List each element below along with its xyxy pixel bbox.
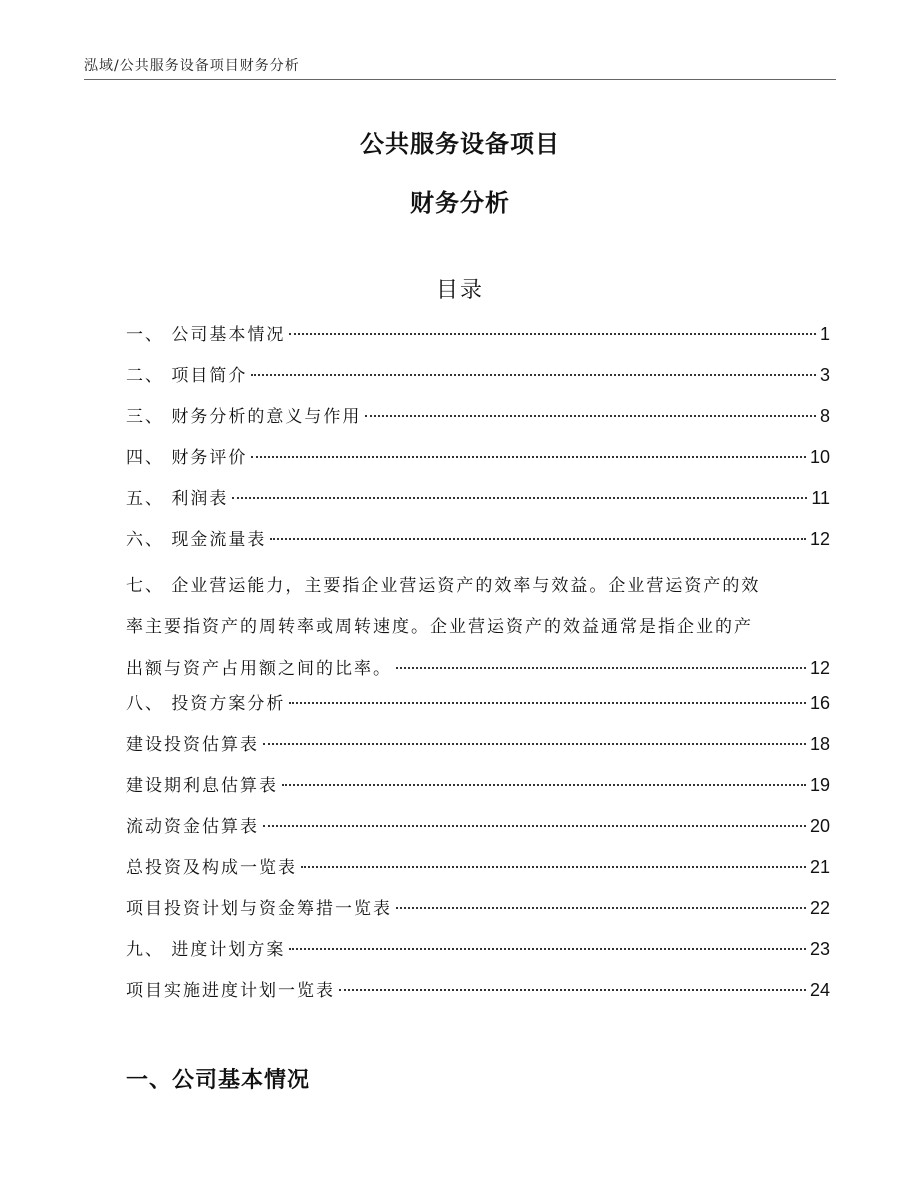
toc-entry[interactable]: [126, 361, 830, 402]
toc-entry[interactable]: [126, 443, 830, 484]
toc-entry-label: 建设期利息估算表: [126, 776, 278, 796]
toc-leader-dots: [289, 702, 806, 704]
toc-leader-dots: [396, 667, 806, 669]
toc-entry[interactable]: [126, 525, 830, 566]
toc-entry-page: 20: [809, 816, 830, 836]
toc-leader-dots: [270, 538, 806, 540]
toc-entry-label: 建设投资估算表: [126, 735, 259, 755]
toc-entry-page: 22: [809, 898, 830, 918]
toc-entry-page: 10: [809, 447, 830, 467]
toc-entry[interactable]: [126, 730, 830, 771]
toc-entry[interactable]: [126, 689, 830, 730]
toc-entry[interactable]: [126, 320, 830, 361]
toc-entry-line: 七、 企业营运能力，主要指企业营运资产的效率与效益。企业营运资产的效: [126, 576, 761, 596]
toc-leader-dots: [232, 497, 807, 499]
toc-entry-multiline[interactable]: [126, 566, 830, 689]
toc-entry-line: 出额与资产占用额之间的比率。: [126, 659, 392, 679]
toc-leader-dots: [396, 907, 806, 909]
toc-entry-label: 四、 财务评价: [126, 448, 248, 468]
toc-leader-dots: [339, 989, 806, 991]
toc-leader-dots: [251, 374, 816, 376]
toc-entry-page: 16: [809, 693, 830, 713]
toc-entry-label: 八、 投资方案分析: [126, 694, 286, 714]
toc-entry-page: 12: [809, 529, 830, 549]
document-subtitle: 财务分析: [410, 189, 510, 217]
toc-entry[interactable]: [126, 853, 830, 894]
toc-leader-dots: [282, 784, 806, 786]
toc-entry[interactable]: [126, 894, 830, 935]
toc-entry-page: 8: [819, 406, 830, 426]
toc-leader-dots: [301, 866, 806, 868]
toc-entry[interactable]: [126, 935, 830, 976]
toc-entry-page: 21: [809, 857, 830, 877]
toc-entry-label: 二、 项目简介: [126, 366, 248, 386]
toc-entry-page: 12: [809, 658, 830, 678]
toc-entry-page: 1: [819, 324, 830, 344]
document-title: 公共服务设备项目: [360, 130, 560, 158]
toc-leader-dots: [289, 333, 816, 335]
toc-entry-label: 项目实施进度计划一览表: [126, 981, 335, 1001]
running-header: 泓域/公共服务设备项目财务分析: [84, 58, 300, 74]
toc-entry-page: 18: [809, 734, 830, 754]
toc-leader-dots: [251, 456, 806, 458]
toc-heading: 目录: [435, 278, 484, 303]
toc-leader-dots: [263, 743, 806, 745]
toc-entry-page: 11: [811, 488, 830, 508]
toc-entry[interactable]: [126, 771, 830, 812]
toc-entry[interactable]: [126, 976, 830, 1017]
toc-entry-label: 一、 公司基本情况: [126, 325, 286, 345]
toc-leader-dots: [365, 415, 816, 417]
toc-entry-label: 总投资及构成一览表: [126, 858, 297, 878]
toc-entry-line: 率主要指资产的周转率或周转速度。企业营运资产的效益通常是指企业的产: [126, 617, 753, 637]
toc-entry-label: 流动资金估算表: [126, 817, 259, 837]
toc-entry-label: 三、 财务分析的意义与作用: [126, 407, 362, 427]
toc-entry[interactable]: [126, 402, 830, 443]
section-heading: 一、公司基本情况: [126, 1068, 311, 1093]
toc-entry-line-last: [126, 648, 830, 689]
table-of-contents: [126, 320, 830, 1017]
toc-entry-page: 23: [809, 939, 830, 959]
toc-entry-label: 五、 利润表: [126, 489, 229, 509]
toc-entry-page: 24: [809, 980, 830, 1000]
toc-entry[interactable]: [126, 812, 830, 853]
toc-entry-page: 3: [819, 365, 830, 385]
toc-entry-label: 六、 现金流量表: [126, 530, 267, 550]
toc-leader-dots: [289, 948, 806, 950]
toc-entry[interactable]: [126, 484, 830, 525]
toc-entry-label: 九、 进度计划方案: [126, 940, 286, 960]
toc-entry-label: 项目投资计划与资金筹措一览表: [126, 899, 392, 919]
toc-entry-page: 19: [809, 775, 830, 795]
header-divider: [84, 79, 836, 80]
toc-leader-dots: [263, 825, 806, 827]
